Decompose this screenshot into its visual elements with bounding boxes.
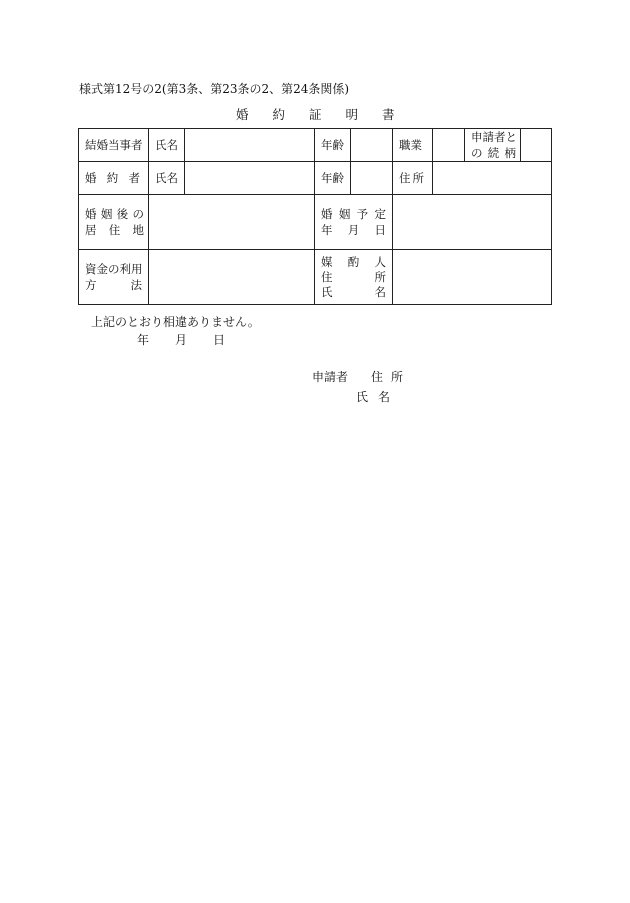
form-reference: 様式第12号の2(第3条、第23条の2、第24条関係)	[79, 82, 350, 96]
relation-char: 続	[487, 146, 500, 160]
label-char: 住	[108, 223, 121, 237]
applicant-address-label: 住所	[371, 370, 412, 384]
age-label: 年齢	[315, 129, 351, 162]
statement-text: 上記のとおり相違ありません。	[91, 315, 260, 329]
address-label	[393, 162, 433, 195]
date-year: 年	[137, 333, 150, 347]
job-field[interactable]	[433, 129, 465, 162]
age-field[interactable]	[351, 129, 393, 162]
matchmaker-label	[315, 250, 393, 305]
certificate-table	[78, 128, 552, 305]
name-field[interactable]	[185, 129, 315, 162]
date-day: 日	[213, 333, 226, 347]
relation-label-line1: 申請者と	[471, 130, 517, 144]
label-char: 所	[374, 269, 386, 284]
date-line	[137, 331, 251, 348]
table-row	[79, 250, 552, 305]
label-char: 姻	[338, 207, 351, 221]
funds-label	[79, 250, 149, 305]
label-char: 住	[321, 269, 333, 284]
label-char: 媒	[321, 254, 333, 269]
label-char: 婚	[85, 171, 97, 185]
label-char: 者	[128, 171, 140, 185]
table-row	[79, 162, 552, 195]
label-char: 後	[116, 207, 129, 221]
label-char: 予	[356, 207, 369, 221]
label-char: 所	[412, 171, 424, 185]
relation-char: 柄	[504, 146, 516, 160]
label-char: 住	[399, 171, 411, 185]
fiance-label	[79, 162, 149, 195]
label-char: 方	[85, 278, 97, 292]
address-field[interactable]	[433, 162, 552, 195]
name-field[interactable]	[185, 162, 315, 195]
age-field[interactable]	[351, 162, 393, 195]
document-title: 婚約証明書	[236, 107, 419, 122]
relation-label	[465, 129, 521, 162]
table-row	[79, 129, 552, 162]
label-char: 定	[374, 207, 386, 221]
label-char: 日	[374, 223, 386, 237]
label-char: 約	[106, 171, 119, 185]
residence-label	[79, 195, 149, 250]
table-row	[79, 195, 552, 250]
label-char: 氏	[321, 284, 333, 299]
marriage-date-label	[315, 195, 393, 250]
label-char: 名	[374, 284, 386, 299]
age-label: 年齢	[315, 162, 351, 195]
marriage-date-field[interactable]	[393, 195, 552, 250]
applicant-label: 申請者	[312, 370, 349, 384]
label-char: 人	[374, 254, 386, 269]
label-char: 法	[130, 278, 142, 292]
applicant-name-label: 氏名	[356, 390, 401, 404]
relation-char: の	[471, 146, 483, 160]
funds-field[interactable]	[149, 250, 315, 305]
party-label: 結婚当事者	[79, 129, 149, 162]
job-label: 職業	[393, 129, 433, 162]
label-char: 居	[85, 223, 97, 237]
label-line: 資金の利用	[85, 262, 143, 276]
matchmaker-field[interactable]	[393, 250, 552, 305]
label-char: 地	[132, 223, 144, 237]
label-char: 月	[347, 223, 360, 237]
label-char: 婚	[321, 207, 333, 221]
residence-field[interactable]	[149, 195, 315, 250]
name-label: 氏名	[149, 129, 185, 162]
date-month: 月	[175, 333, 188, 347]
label-char: 婚	[85, 207, 97, 221]
name-label: 氏名	[149, 162, 185, 195]
label-char: 年	[321, 223, 333, 237]
label-char: の	[132, 207, 144, 221]
label-char: 酌	[347, 254, 360, 269]
label-char: 姻	[100, 207, 113, 221]
relation-field[interactable]	[521, 129, 552, 162]
